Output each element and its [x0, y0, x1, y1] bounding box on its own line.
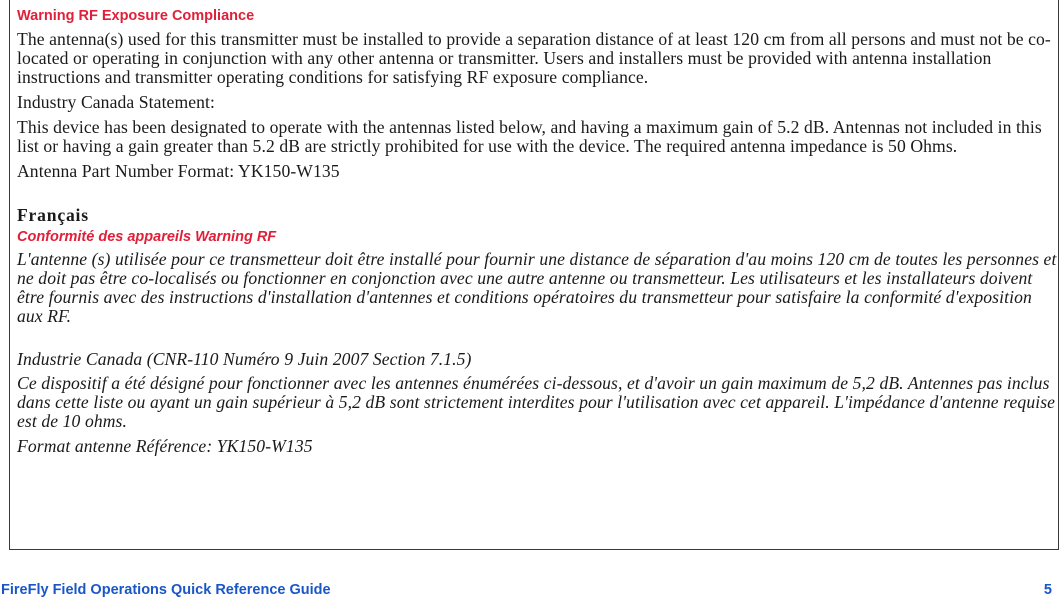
antenna-part-number: Antenna Part Number Format: YK150-W135: [17, 161, 340, 181]
page-number: 5: [1043, 582, 1052, 598]
rf-conformite-heading: Conformité des appareils Warning RF: [17, 229, 277, 245]
page-footer: [0, 582, 1061, 602]
francais-heading: Français: [17, 205, 89, 225]
industrie-canada-paragraph: Ce dispositif a été désigné pour fonctionner avec les antennes énumérées ci-dessous, et d'avoir un gain maximum de 5,2 dB. Antennes pas inclus dans cette liste ou ayant un gain supérieur à 5,2 dB sont strictement interdites pour l'utilisation avec cet appareil. L'impédance d'antenne requise est de 10 ohms.: [17, 373, 1056, 431]
rf-exposure-paragraph: The antenna(s) used for this transmitter must be installed to provide a separation distance of at least 120 cm from all persons and must not be co-located or operating in conjunction with any other antenna or transmitter. Users and installers must be provided with antenna installation instructions and transmitter operating conditions for satisfying RF exposure compliance.: [17, 29, 1051, 87]
rf-warning-heading: Warning RF Exposure Compliance: [17, 8, 255, 24]
document-content: [17, 7, 1057, 456]
industry-canada-paragraph: This device has been designated to operate with the antennas listed below, and having a maximum gain of 5.2 dB. Antennas not included in this list or having a gain greater than 5.2 dB are strictly prohibited for use with the device. The required antenna impedance is 50 Ohms.: [17, 117, 1042, 156]
rf-exposition-paragraph: L'antenne (s) utilisée pour ce transmetteur doit être installé pour fournir une distance de séparation d'au moins 120 cm de toutes les personnes et ne doit pas être co-localisés ou fonctionner en conjonction avec une autre antenne ou transmetteur. Les utilisateurs et les installateurs doivent être fournis avec des instructions d'installation d'antennes et conditions opératoires du transmetteur pour satisfaire la conformité d'exposition aux RF.: [17, 249, 1057, 326]
format-antenne-reference: Format antenne Référence: YK150-W135: [17, 436, 313, 456]
guide-title: FireFly Field Operations Quick Reference Guide: [1, 582, 331, 598]
industry-canada-label: Industry Canada Statement:: [17, 92, 216, 112]
industrie-canada-label: Industrie Canada (CNR-110 Numéro 9 Juin 2007 Section 7.1.5): [17, 349, 472, 369]
